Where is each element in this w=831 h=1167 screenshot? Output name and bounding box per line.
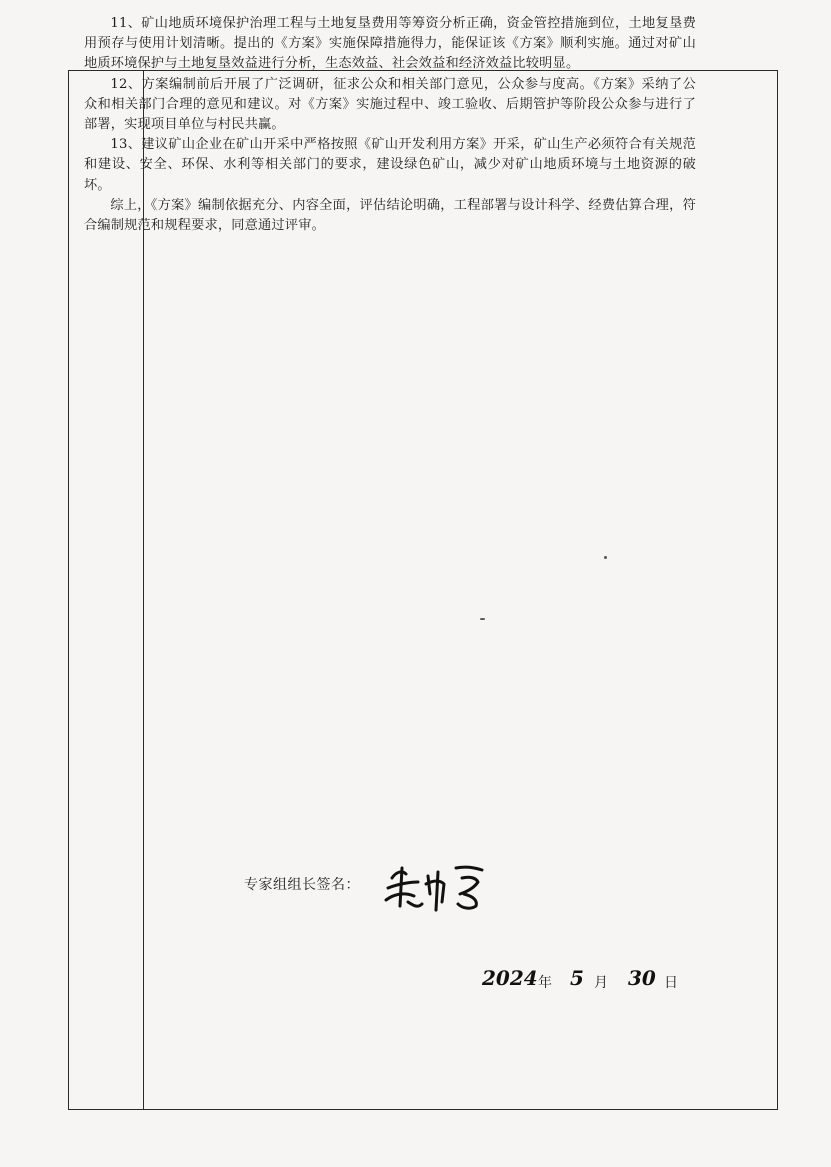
paragraph-12: 12、方案编制前后开展了广泛调研，征求公众和相关部门意见，公众参与度高。《方案》采纳了公众和相关部门合理的意见和建议。对《方案》实施过程中、竣工验收、后期管护等阶段公众参与进行了部署，实现项目单位与村民共赢。 xyxy=(84,76,696,133)
date-month-unit: 月 xyxy=(594,975,608,991)
signature-row xyxy=(172,858,652,918)
signature-date xyxy=(410,966,690,1002)
paragraph-11: 11、矿山地质环境保护治理工程与土地复垦费用等筹资分析正确，资金管控措施到位，土地复垦费用预存与使用计划清晰。提出的《方案》实施保障措施得力，能保证该《方案》顺利实施。通过对矿山地质环境保护与土地复垦效益进行分析，生态效益、社会效益和经济效益比较明显。 xyxy=(84,16,696,72)
paragraph-conclusion: 综上，《方案》编制依据充分、内容全面，评估结论明确，工程部署与设计科学、经费估算合理，符合编制规范和规程要求，同意通过评审。 xyxy=(84,197,696,234)
review-opinion-text xyxy=(84,14,696,236)
date-day-unit: 日 xyxy=(664,975,678,991)
date-month: 5 xyxy=(570,966,584,990)
date-year-unit: 年 xyxy=(538,975,552,991)
date-day: 30 xyxy=(628,966,656,990)
paragraph-13: 13、建议矿山企业在矿山开采中严格按照《矿山开发利用方案》开采，矿山生产必须符合有关规范和建设、安全、环保、水利等相关部门的要求，建设绿色矿山，减少对矿山地质环境与土地资源的破坏。 xyxy=(84,137,696,193)
handwritten-signature xyxy=(378,858,508,914)
date-year: 2024 xyxy=(482,966,538,990)
signature-label: 专家组组长签名： xyxy=(244,877,360,893)
paper-speck xyxy=(604,556,607,559)
paper-speck xyxy=(480,618,485,620)
